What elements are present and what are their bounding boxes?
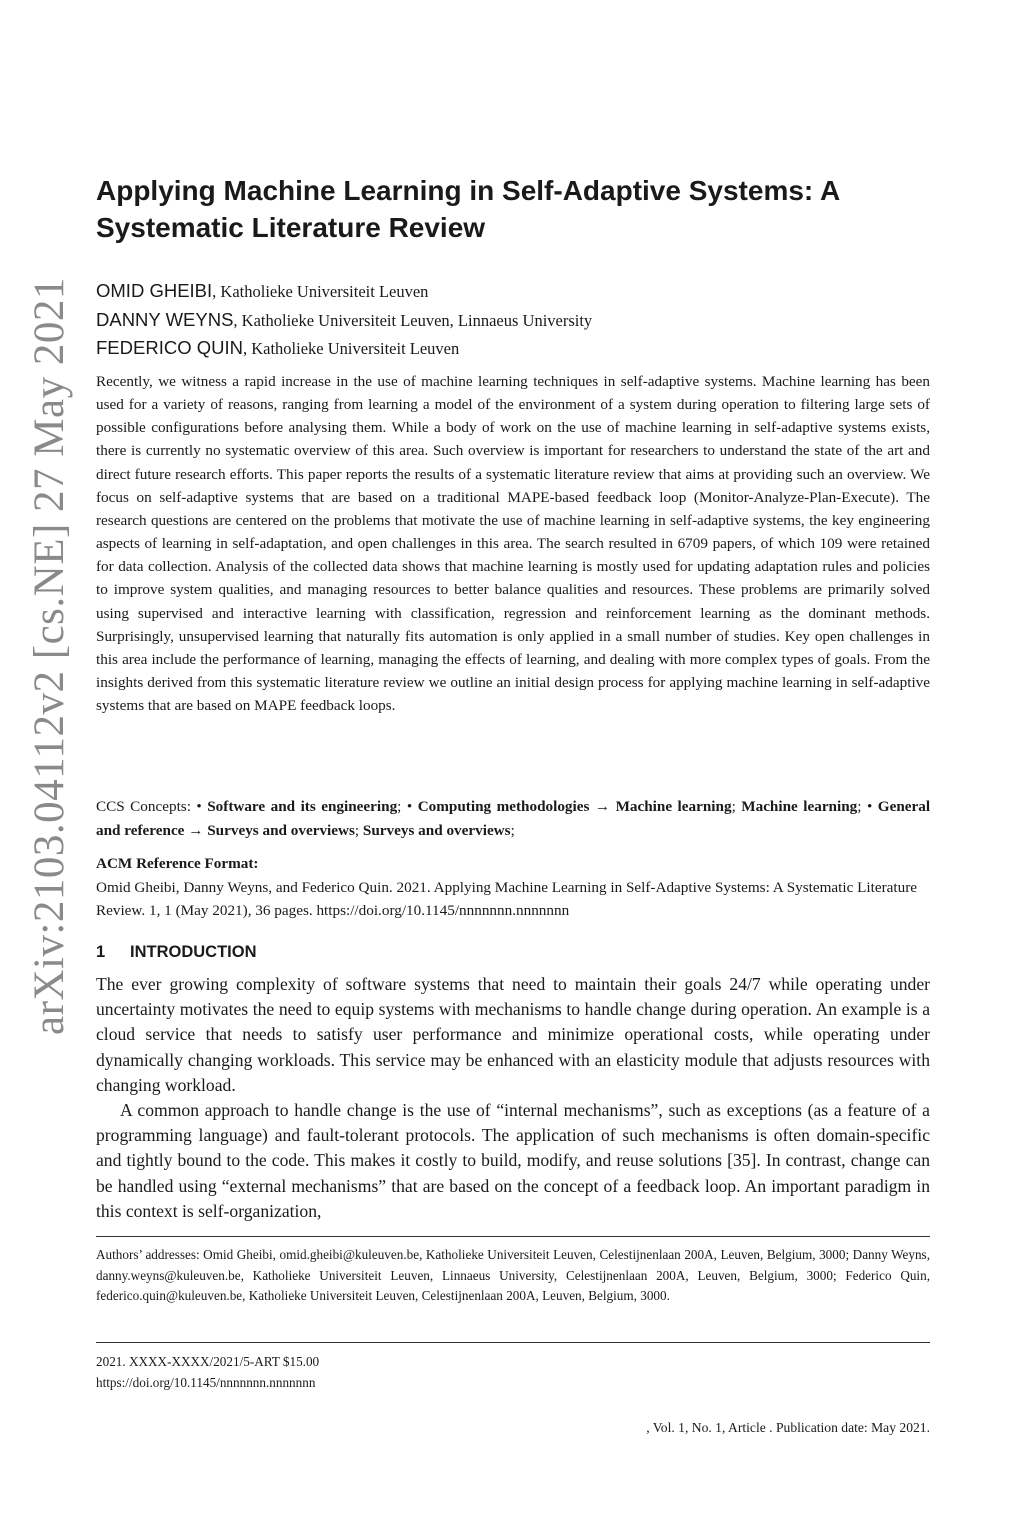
body-paragraph: The ever growing complexity of software systems that need to maintain their goals 24/7 while operating under uncertainty motivates the need to equip systems with mechanisms to handle change during operation. An example is a cloud service that needs to satisfy user performance and minimize operational costs, while operating under dynamically changing workloads. This service may be enhanced with an elasticity module that adjusts resources with changing workload. bbox=[96, 974, 930, 1095]
paper-title: Applying Machine Learning in Self-Adaptive Systems: A Systematic Literature Review bbox=[96, 175, 840, 243]
ccs-term: Software and its engineering bbox=[207, 798, 398, 815]
author-name: DANNY WEYNS bbox=[96, 308, 234, 330]
author-name: FEDERICO QUIN bbox=[96, 337, 243, 358]
author-line bbox=[96, 277, 930, 306]
page-footer: , Vol. 1, No. 1, Article . Publication date: May 2021. bbox=[646, 1420, 930, 1435]
author-list bbox=[96, 277, 930, 363]
bullet-glyph: • bbox=[406, 798, 413, 815]
acm-reference-text: Omid Gheibi, Danny Weyns, and Federico Quin. 2021. Applying Machine Learning in Self-Adaptive Systems: A Systematic Literature Review. 1, 1 (May 2021), 36 pages. https://doi.org/10.1145/nnnnnnn.nnnnnnn bbox=[96, 879, 918, 919]
ccs-separator: ; bbox=[731, 798, 742, 815]
copyright-block bbox=[96, 1352, 319, 1393]
introduction-body bbox=[96, 972, 930, 1224]
author-line bbox=[96, 334, 930, 363]
ccs-separator: ; bbox=[857, 798, 867, 815]
copyright-divider bbox=[96, 1342, 930, 1343]
ccs-prefix: CCS Concepts: bbox=[96, 798, 197, 815]
acm-reference-heading: ACM Reference Format: bbox=[96, 855, 259, 872]
arxiv-identifier-stamp: arXiv:2103.04112v2 [cs.NE] 27 May 2021 bbox=[26, 277, 73, 1035]
ccs-separator: ; bbox=[354, 821, 363, 839]
ccs-end: ; bbox=[510, 821, 515, 839]
ccs-term: Surveys and overviews bbox=[207, 821, 355, 839]
section-title: INTRODUCTION bbox=[130, 943, 257, 961]
section-number: 1 bbox=[96, 943, 106, 961]
copyright-line: 2021. XXXX-XXXX/2021/5-ART $15.00 bbox=[96, 1354, 320, 1369]
ccs-term: Machine learning bbox=[615, 798, 732, 815]
author-addresses-footnote: Authors’ addresses: Omid Gheibi, omid.gheibi@kuleuven.be, Katholieke Universiteit Leuven, Celestijnenlaan 200A, Leuven, Belgium, 3000; Danny Weyns, danny.weyns@kuleuven.be, Katholieke Universiteit Leuven, Linnaeus University, Celestijnenlaan 200A, Leuven, Belgium, 3000; Federico Quin, federico.quin@kuleuven.be, Katholieke Universiteit Leuven, Celestijnenlaan 200A, Leuven, Belgium, 3000. bbox=[96, 1247, 930, 1303]
ccs-concepts bbox=[96, 795, 930, 842]
ccs-term: General and reference bbox=[96, 798, 931, 839]
ccs-term: Machine learning bbox=[741, 798, 858, 815]
ccs-separator: ; bbox=[397, 798, 407, 815]
ccs-term: Computing methodologies bbox=[417, 798, 590, 815]
body-paragraph: A common approach to handle change is the use of “internal mechanisms”, such as exceptions (as a feature of a programming language) and fault-tolerant protocols. The application of such mechanisms is often domain-specific and tightly bound to the code. This makes it costly to build, modify, and reuse solutions [35]. In contrast, change can be handled using “external mechanisms” that are based on the concept of a feedback loop. An important paradigm in this context is self-organization, bbox=[96, 1100, 930, 1221]
author-affiliation: , Katholieke Universiteit Leuven bbox=[242, 339, 460, 358]
bullet-glyph: • bbox=[196, 798, 202, 815]
arrow-glyph: → bbox=[594, 798, 611, 815]
author-affiliation: , Katholieke Universiteit Leuven, Linnaeus University bbox=[233, 310, 593, 330]
author-affiliation: , Katholieke Universiteit Leuven bbox=[212, 282, 429, 301]
abstract: Recently, we witness a rapid increase in the use of machine learning techniques in self-adaptive systems. Machine learning has been used for a variety of reasons, ranging from learning a model of the environment of a system during operation to filtering large sets of possible configurations before analysing them. While a body of work on the use of machine learning in self-adaptive systems exists, there is currently no systematic overview of this area. Such overview is important for researchers to understand the state of the art and direct future research efforts. This paper reports the results of a systematic literature review that aims at providing such an overview. We focus on self-adaptive systems that are based on a traditional MAPE-based feedback loop (Monitor-Analyze-Plan-Execute). The research questions are centered on the problems that motivate the use of machine learning in self-adaptive systems, the key engineering aspects of learning in self-adaptation, and open challenges in this area. The search resulted in 6709 papers, of which 109 were retained for data collection. Analysis of the collected data shows that machine learning is mostly used for updating adaptation rules and policies to improve system qualities, and managing resources to better balance qualities and resources. These problems are primarily solved using supervised and interactive learning with classification, regression and reinforcement learning as the dominant methods. Surprisingly, unsupervised learning that naturally fits automation is only applied in a small number of studies. Key open challenges in this area include the performance of learning, managing the effects of learning, and dealing with more complex types of goals. From the insights derived from this systematic literature review we outline an initial design process for applying machine learning in self-adaptive systems that are based on MAPE feedback loops. bbox=[96, 373, 930, 715]
section-heading bbox=[96, 943, 257, 962]
footnote-divider bbox=[96, 1236, 930, 1237]
bullet-glyph: • bbox=[866, 798, 873, 815]
arrow-glyph: → bbox=[188, 821, 204, 839]
doi-link[interactable]: https://doi.org/10.1145/nnnnnnn.nnnnnnn bbox=[96, 1374, 316, 1390]
author-name: OMID GHEIBI bbox=[96, 280, 213, 301]
author-line bbox=[96, 306, 930, 335]
ccs-term: Surveys and overviews bbox=[362, 821, 511, 839]
